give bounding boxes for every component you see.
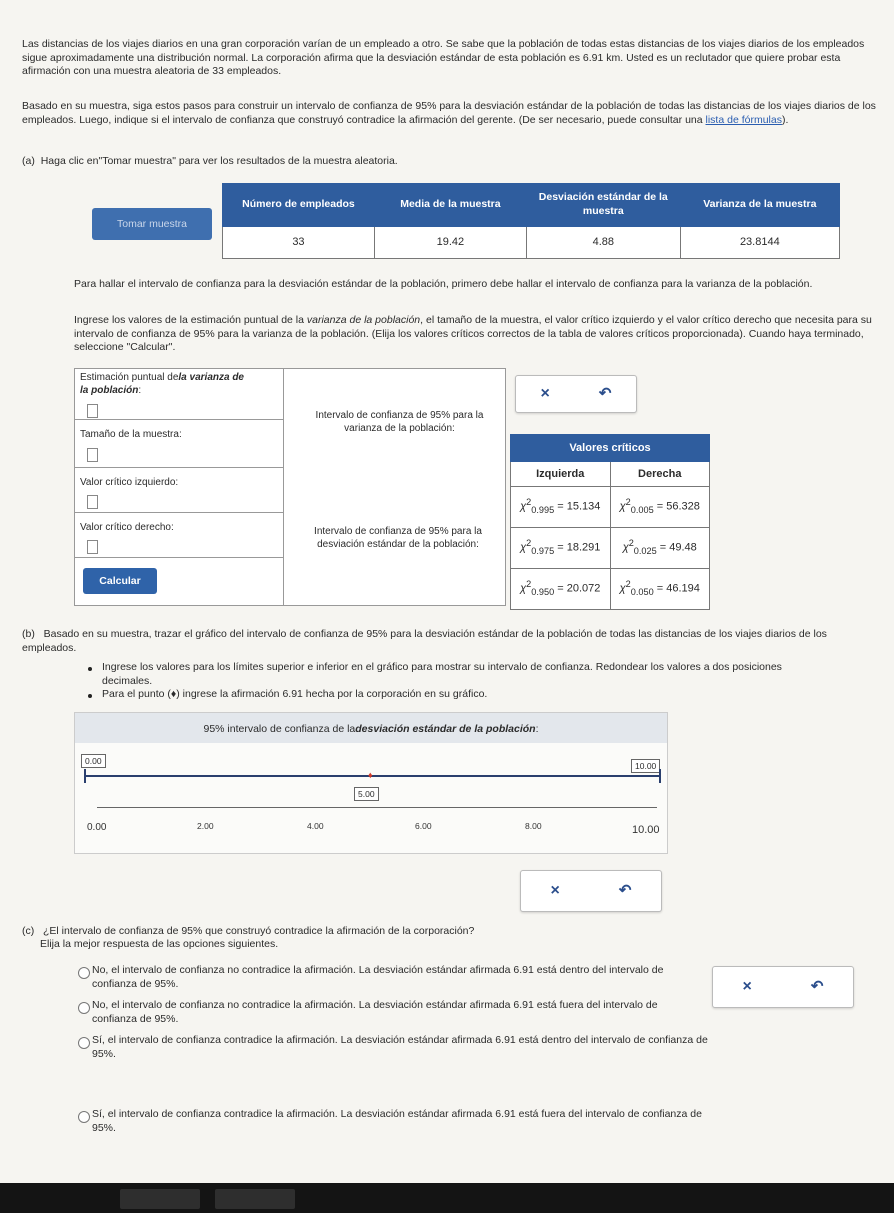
- option-3-radio[interactable]: [78, 1037, 90, 1049]
- clear-icon[interactable]: ×: [550, 881, 560, 899]
- entry-instructions: Ingrese los valores de la estimación puntual de la varianza de la población, el tamaño de la muestra, el valor crítico izquierdo y el valor crítico derecho que necesita para su intervalo de confianza de 95% para la varianza de la población. (Elija los valores críticos correctos de la tabla de valores críticos proporcionada). Cuando haya terminado, seleccione "Calcular".: [74, 314, 872, 354]
- sample-results-table: [222, 183, 840, 259]
- claim-point-input[interactable]: 5.00: [354, 787, 379, 801]
- ci-calculator-panel: [74, 368, 506, 606]
- critical-values-title: Valores críticos: [511, 435, 710, 462]
- upper-limit-handle[interactable]: [659, 769, 661, 783]
- option-4-radio[interactable]: [78, 1111, 90, 1123]
- critical-left-0995[interactable]: $\chi^2_{0.995} = 15.134$: [511, 487, 611, 528]
- input-column: [75, 369, 284, 605]
- point-estimate-input[interactable]: [87, 404, 98, 418]
- option-2-radio[interactable]: [78, 1002, 90, 1014]
- part-b-actions: [520, 870, 662, 912]
- undo-icon[interactable]: ↶: [598, 385, 612, 403]
- header-stddev: Desviación estándar de la muestra: [526, 184, 680, 227]
- critical-left-0950[interactable]: $\chi^2_{0.950} = 20.072$: [511, 569, 611, 610]
- value-employees: 33: [223, 227, 375, 259]
- part-a-actions: [515, 375, 637, 413]
- tick-label: 2.00: [197, 821, 214, 831]
- bullet-marker: [88, 694, 92, 698]
- part-b-bullet-2: Para el punto (♦) ingrese la afirmación 6.91 hecha por la corporación en su gráfico.: [102, 688, 488, 700]
- left-header: Izquierda: [511, 462, 611, 487]
- right-critical-cell: [75, 512, 283, 558]
- undo-icon[interactable]: ↶: [618, 882, 632, 900]
- value-stddev: 4.88: [526, 227, 680, 259]
- right-header: Derecha: [610, 462, 710, 487]
- value-mean: 19.42: [374, 227, 526, 259]
- critical-right-0005[interactable]: $\chi^2_{0.005} = 56.328$: [610, 487, 710, 528]
- tick-label: 10.00: [632, 824, 660, 836]
- option-2-text[interactable]: No, el intervalo de confianza no contradice la afirmación. La desviación estándar afirmada 6.91 está fuera del intervalo de confianza de 95%.: [92, 999, 658, 1025]
- clear-icon[interactable]: ×: [742, 977, 752, 995]
- intro-paragraph-2: Basado en su muestra, siga estos pasos para construir un intervalo de confianza de 95% para la desviación estándar de la población de todas las distancias de los viajes diarios de los empleados. Luego, indique si el intervalo de confianza que construyó contradice la afirmación del gerente. (De ser necesario, puede consultar una lista de fórmulas).: [22, 100, 876, 126]
- sample-size-cell: [75, 419, 283, 468]
- option-1-radio[interactable]: [78, 967, 90, 979]
- tick-label: 6.00: [415, 821, 432, 831]
- option-4-text[interactable]: Sí, el intervalo de confianza contradice la afirmación. La desviación estándar afirmada 6.91 está fuera del intervalo de confianza de 95%.: [92, 1108, 702, 1134]
- bullet-marker: [88, 667, 92, 671]
- option-1-text[interactable]: No, el intervalo de confianza no contradice la afirmación. La desviación estándar afirmada 6.91 está dentro del intervalo de confianza de 95%.: [92, 964, 664, 990]
- tick-label: 4.00: [307, 821, 324, 831]
- part-c-question: (c) ¿El intervalo de confianza de 95% que construyó contradice la afirmación de la corporación?: [22, 925, 475, 937]
- lower-limit-input[interactable]: 0.00: [81, 754, 106, 768]
- left-critical-cell: [75, 467, 283, 513]
- part-c-actions: [712, 966, 854, 1008]
- right-critical-label: Valor crítico derecho:: [80, 522, 174, 533]
- taskbar: [0, 1183, 894, 1213]
- header-mean: Media de la muestra: [374, 184, 526, 227]
- sample-size-input[interactable]: [87, 448, 98, 462]
- ci-graph-panel: [74, 712, 668, 854]
- part-b-bullet-1: Ingrese los valores para los límites superior e inferior en el gráfico para mostrar su intervalo de confianza. Redondear los valores a dos posiciones decimales.: [102, 661, 782, 687]
- claim-point-icon[interactable]: ♦: [368, 770, 373, 780]
- tick-label: 8.00: [525, 821, 542, 831]
- ci-stddev-label: Intervalo de confianza de 95% para la desviación estándar de la población:: [314, 526, 482, 550]
- critical-right-0025[interactable]: $\chi^2_{0.025} = 49.48$: [610, 528, 710, 569]
- critical-values-table: [510, 434, 710, 610]
- undo-icon[interactable]: ↶: [810, 978, 824, 996]
- left-critical-label: Valor crítico izquierdo:: [80, 477, 179, 488]
- variance-note: Para hallar el intervalo de confianza para la desviación estándar de la población, primero debe hallar el intervalo de confianza para la varianza de la población.: [74, 278, 813, 290]
- lower-limit-handle[interactable]: [84, 769, 86, 783]
- clear-icon[interactable]: ×: [540, 384, 550, 402]
- critical-left-0975[interactable]: $\chi^2_{0.975} = 18.291$: [511, 528, 611, 569]
- right-critical-input[interactable]: [87, 540, 98, 554]
- critical-right-0050[interactable]: $\chi^2_{0.050} = 46.194$: [610, 569, 710, 610]
- graph-title: 95% intervalo de confianza de ladesviación estándar de la población:: [203, 723, 539, 735]
- intro-paragraph-1: Las distancias de los viajes diarios en una gran corporación varían de un empleado a otro. Se sabe que la población de todas estas distancias de los viajes diarios de los empleados sigue aproximadamente una distribución normal. La corporación afirma que la desviación estándar de esta población es 6.91 km. Usted es un reclutador que quiere probar esta afirmación con una muestra aleatoria de 33 empleados.: [22, 38, 865, 78]
- part-c-instruction: Elija la mejor respuesta de las opciones siguientes.: [40, 938, 279, 950]
- take-sample-button[interactable]: Tomar muestra: [92, 208, 212, 240]
- tick-label: 0.00: [87, 822, 107, 833]
- option-3-text[interactable]: Sí, el intervalo de confianza contradice la afirmación. La desviación estándar afirmada 6.91 está dentro del intervalo de confianza de 95%.: [92, 1034, 708, 1060]
- taskbar-app[interactable]: [215, 1189, 295, 1209]
- header-employees: Número de empleados: [223, 184, 375, 227]
- part-b-text: (b) Basado en su muestra, trazar el gráfico del intervalo de confianza de 95% para la desviación estándar de la población de todas las distancias de los viajes diarios de los empleados.: [22, 628, 827, 654]
- part-a-instruction: (a) Haga clic en"Tomar muestra" para ver los resultados de la muestra aleatoria.: [22, 155, 398, 167]
- header-variance: Varianza de la muestra: [680, 184, 839, 227]
- upper-limit-input[interactable]: 10.00: [631, 759, 660, 773]
- formula-list-link[interactable]: lista de fórmulas: [705, 113, 782, 126]
- left-critical-input[interactable]: [87, 495, 98, 509]
- ci-variance-label: Intervalo de confianza de 95% para la varianza de la población:: [315, 410, 484, 434]
- value-variance: 23.8144: [680, 227, 839, 259]
- point-estimate-cell: [75, 369, 283, 420]
- sample-size-label: Tamaño de la muestra:: [80, 429, 182, 440]
- calculate-button[interactable]: Calcular: [83, 568, 157, 594]
- x-axis: [97, 807, 657, 808]
- taskbar-app[interactable]: [120, 1189, 200, 1209]
- point-estimate-label: Estimación puntual dela varianza de la población:: [80, 372, 244, 396]
